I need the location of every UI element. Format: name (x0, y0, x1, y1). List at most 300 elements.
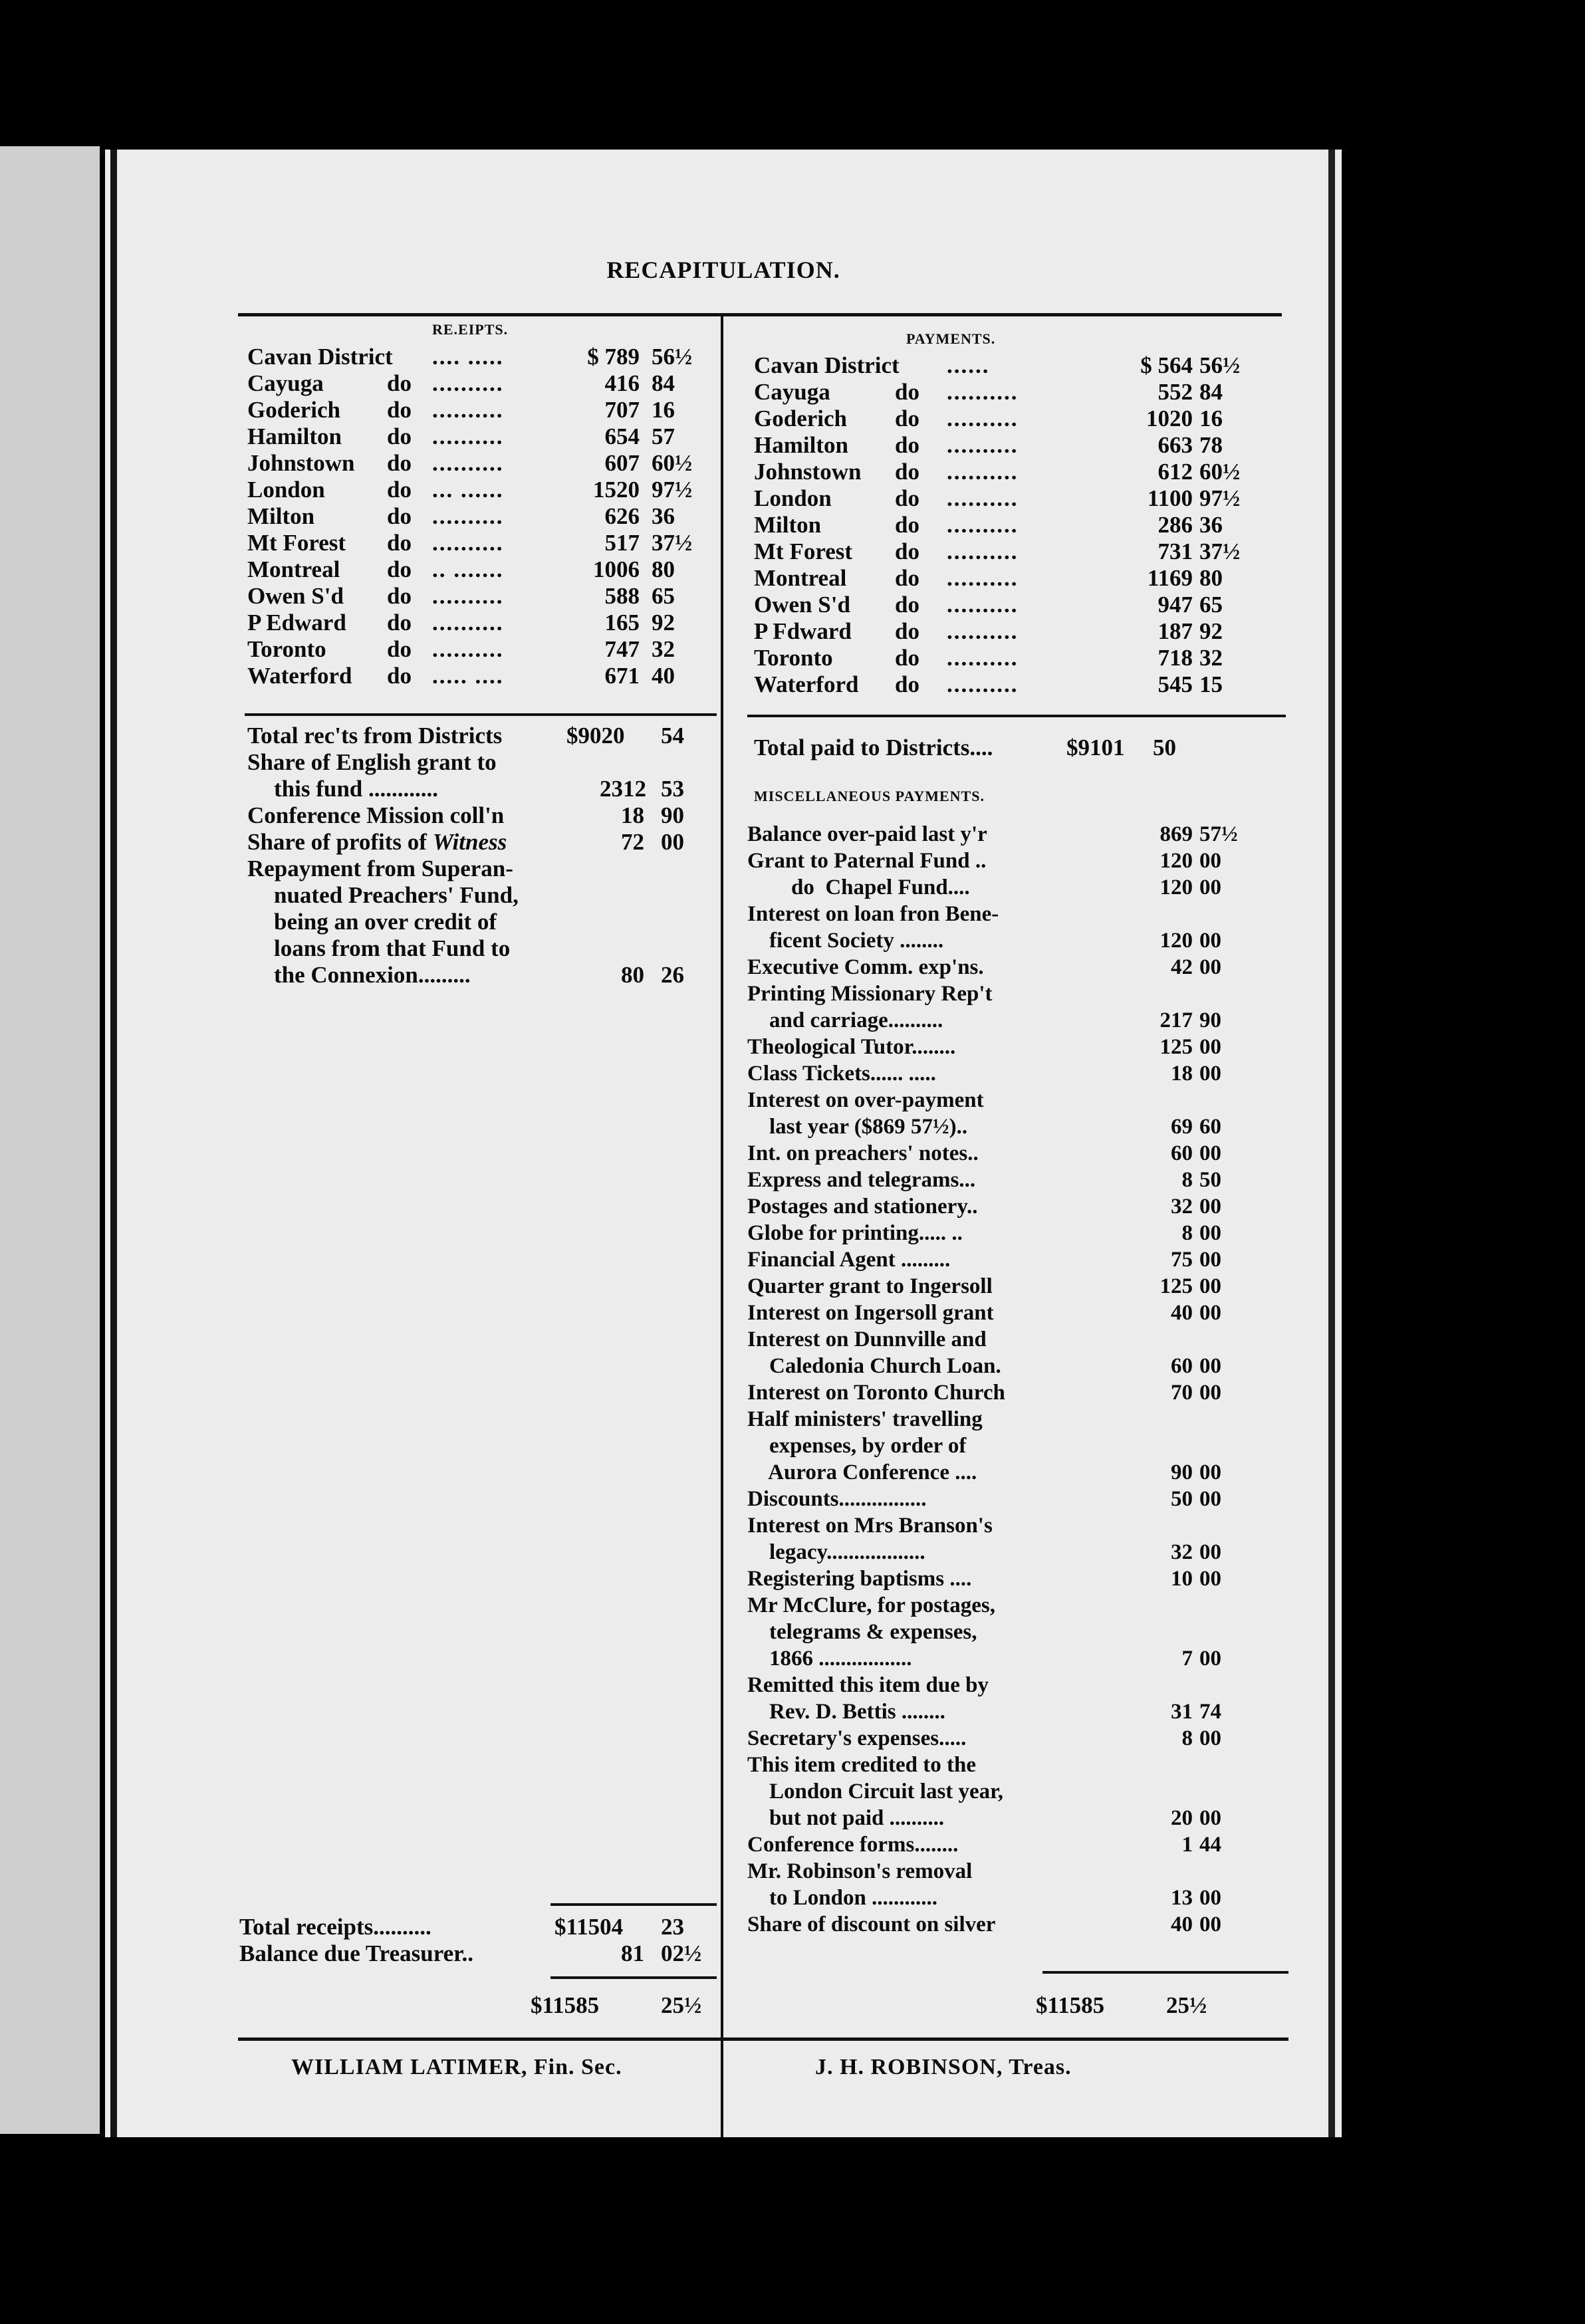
misc-payment-dollars: 60 (1171, 1141, 1193, 1165)
misc-payment-label: legacy.................. (747, 1540, 925, 1564)
payments-heading: PAYMENTS. (906, 330, 996, 347)
misc-payment-item (747, 1087, 1299, 1140)
payments-district-row (754, 592, 1299, 618)
receipts-district-dots: .......... (432, 423, 504, 449)
misc-payment-label: Interest on over-payment (747, 1088, 984, 1112)
misc-payment-label: Globe for printing..... .. (747, 1221, 963, 1245)
signature-fin-sec: WILLIAM LATIMER, Fin. Sec. (291, 2055, 622, 2079)
payments-district-cents: 97½ (1199, 485, 1241, 511)
misc-payment-item (747, 1752, 1299, 1831)
misc-payment-dollars: 120 (1159, 849, 1193, 873)
receipts-district-dollars: 626 (604, 503, 640, 529)
misc-payment-label: do Chapel Fund.... (747, 875, 970, 899)
receipts-district-do: do (387, 397, 412, 423)
misc-payment-label: Interest on Dunnville and (747, 1328, 987, 1351)
misc-payment-cents: 00 (1199, 1487, 1221, 1511)
misc-payment-label: Quarter grant to Ingersoll (747, 1274, 993, 1298)
receipts-district-row (247, 556, 713, 583)
receipts-english-grant-line2: this fund ............ (274, 776, 439, 802)
misc-payment-cents: 00 (1199, 1062, 1221, 1086)
receipts-english-grant-line1: Share of English grant to (247, 749, 497, 775)
payments-district-row (754, 485, 1299, 512)
misc-payment-cents: 00 (1199, 1726, 1221, 1750)
receipts-district-name: London (247, 477, 325, 503)
payments-district-do: do (895, 565, 919, 591)
receipts-district-dots: .... ..... (432, 344, 504, 370)
receipts-district-list (247, 344, 713, 689)
misc-payment-label: Interest on Toronto Church (747, 1381, 1005, 1405)
misc-payment-label: last year ($869 57½).. (747, 1115, 968, 1139)
misc-payment-dollars: 40 (1171, 1301, 1193, 1325)
payments-district-cents: 15 (1199, 671, 1223, 697)
payments-district-dollars: 947 (1158, 592, 1193, 618)
receipts-district-row (247, 503, 713, 530)
receipts-district-dots: .......... (432, 583, 504, 609)
receipts-witness-profits (247, 829, 713, 856)
misc-payment-label: Interest on Ingersoll grant (747, 1301, 994, 1325)
receipts-english-grant (247, 749, 713, 802)
receipts-district-dots: ... ...... (432, 477, 504, 503)
receipts-district-cents: 60½ (652, 450, 693, 476)
receipts-district-name: Goderich (247, 397, 340, 423)
misc-payment-dollars: 217 (1159, 1008, 1193, 1032)
misc-payment-label: ficent Society ........ (747, 929, 944, 953)
receipts-district-dots: .......... (432, 530, 504, 556)
misc-payment-cents: 00 (1199, 849, 1221, 873)
misc-payment-item (747, 1406, 1299, 1486)
misc-payment-item (747, 981, 1299, 1034)
receipts-total-label: Total receipts.......... (239, 1914, 431, 1940)
receipts-repayment-line: being an over credit of (274, 909, 497, 935)
misc-payment-label: London Circuit last year, (747, 1780, 1004, 1803)
payments-district-dots: .......... (947, 618, 1019, 644)
payments-district-dollars: 1169 (1147, 565, 1193, 591)
receipts-district-dots: .......... (432, 636, 504, 662)
misc-payment-dollars: 1 (1181, 1833, 1193, 1857)
receipts-repayment-line: nuated Preachers' Fund, (274, 882, 519, 908)
receipts-district-dollars: 607 (604, 450, 640, 476)
receipts-district-do: do (387, 636, 412, 662)
receipts-district-dollars: 654 (604, 423, 640, 449)
payments-total-districts-dollars: $9101 (1066, 735, 1125, 760)
misc-payment-label: Rev. D. Bettis ........ (747, 1700, 945, 1724)
misc-payment-label: Interest on loan fron Bene- (747, 902, 999, 926)
payments-district-do: do (895, 459, 919, 485)
payments-district-dots: .......... (947, 406, 1019, 431)
receipts-district-cents: 36 (652, 503, 675, 529)
receipts-district-dollars: 517 (604, 530, 640, 556)
misc-payment-item (747, 1512, 1299, 1566)
receipts-district-row (247, 610, 713, 636)
receipts-district-cents: 80 (652, 556, 675, 582)
misc-payment-dollars: 120 (1159, 875, 1193, 899)
misc-payment-dollars: 90 (1171, 1460, 1193, 1484)
misc-payment-cents: 00 (1199, 1540, 1221, 1564)
misc-payment-dollars: 120 (1159, 929, 1193, 953)
receipts-district-do: do (387, 556, 412, 582)
receipts-district-dots: .......... (432, 370, 504, 396)
receipts-district-dots: .......... (432, 450, 504, 476)
receipts-district-name: Hamilton (247, 423, 342, 449)
misc-payment-cents: 00 (1199, 1141, 1221, 1165)
misc-payment-label: Remitted this item due by (747, 1673, 989, 1697)
misc-payment-label: Grant to Paternal Fund .. (747, 849, 987, 873)
payments-district-dots: .......... (947, 432, 1019, 458)
receipts-district-do: do (387, 583, 412, 609)
page-title: RECAPITULATION. (606, 257, 840, 283)
payments-district-name: Milton (754, 512, 822, 538)
payments-district-cents: 80 (1199, 565, 1223, 591)
receipts-district-row (247, 370, 713, 397)
payments-district-name: Mt Forest (754, 538, 853, 564)
receipts-district-name: Cayuga (247, 370, 324, 396)
misc-payment-item (747, 1300, 1299, 1326)
misc-payment-item (747, 1060, 1299, 1087)
receipts-district-cents: 84 (652, 370, 675, 396)
receipts-district-do: do (387, 530, 412, 556)
receipts-grand-dollars: $11585 (531, 1992, 600, 2018)
page-gutter (110, 150, 117, 2137)
title-rule (238, 313, 1282, 316)
receipts-total-cents: 23 (661, 1914, 684, 1940)
misc-payment-dollars: 8 (1181, 1168, 1193, 1192)
receipts-total-districts-label: Total rec'ts from Districts (247, 723, 503, 749)
misc-payment-dollars: 18 (1171, 1062, 1193, 1086)
receipts-repayment-cents: 26 (661, 962, 684, 988)
payments-district-do: do (895, 485, 919, 511)
receipts-district-do: do (387, 477, 412, 503)
payments-district-row (754, 671, 1299, 698)
payments-district-name: Goderich (754, 406, 847, 431)
payments-district-cents: 92 (1199, 618, 1223, 644)
receipts-witness-italic: Witness (432, 829, 507, 855)
adjacent-page-edge (0, 146, 100, 2134)
payments-district-cents: 36 (1199, 512, 1223, 538)
receipts-grand-cents: 25½ (661, 1992, 702, 2018)
ledger-page (105, 150, 1342, 2137)
misc-payments-list (747, 821, 1299, 1938)
receipts-district-dollars: 416 (604, 370, 640, 396)
misc-payment-item (747, 1167, 1299, 1193)
receipts-district-dollars: 165 (604, 610, 640, 636)
misc-payment-dollars: 32 (1171, 1540, 1193, 1564)
payments-district-cents: 16 (1199, 406, 1223, 431)
misc-payment-dollars: 125 (1159, 1035, 1193, 1059)
misc-payment-cents: 00 (1199, 1195, 1221, 1219)
misc-payment-cents: 60 (1199, 1115, 1221, 1139)
misc-payment-label: Class Tickets...... ..... (747, 1062, 936, 1086)
misc-payment-dollars: 50 (1171, 1487, 1193, 1511)
receipts-district-do: do (387, 370, 412, 396)
receipts-district-row (247, 583, 713, 610)
payments-district-name: Cayuga (754, 379, 830, 405)
misc-payment-label: Financial Agent ......... (747, 1248, 951, 1272)
receipts-district-row (247, 397, 713, 423)
misc-payment-label: Postages and stationery.. (747, 1195, 978, 1219)
receipts-conference-mission-cents: 90 (661, 802, 684, 828)
payments-district-dollars: 187 (1158, 618, 1193, 644)
receipts-english-grant-cents: 53 (661, 776, 684, 802)
payments-district-cents: 78 (1199, 432, 1223, 458)
receipts-district-name: Waterford (247, 663, 352, 689)
receipts-witness-dollars: 72 (621, 829, 644, 855)
payments-district-row (754, 432, 1299, 459)
payments-district-name: Toronto (754, 645, 833, 671)
payments-district-row (754, 538, 1299, 565)
receipts-district-name: Mt Forest (247, 530, 346, 556)
misc-payment-label: Executive Comm. exp'ns. (747, 955, 984, 979)
misc-payment-cents: 00 (1199, 1354, 1221, 1378)
payments-district-dollars: 545 (1158, 671, 1193, 697)
payments-district-do: do (895, 432, 919, 458)
payments-district-row (754, 459, 1299, 485)
payments-district-dots: .......... (947, 565, 1019, 591)
misc-payment-cents: 00 (1199, 1460, 1221, 1484)
misc-payment-item (747, 1326, 1299, 1379)
misc-payment-item (747, 848, 1299, 874)
misc-payment-dollars: 7 (1181, 1647, 1193, 1671)
misc-payment-item (747, 1246, 1299, 1273)
receipts-district-name: P Edward (247, 610, 346, 636)
payments-district-dots: .......... (947, 592, 1019, 618)
payments-district-dollars: 1100 (1147, 485, 1193, 511)
misc-payment-label: Interest on Mrs Branson's (747, 1514, 993, 1538)
misc-payment-cents: 50 (1199, 1168, 1221, 1192)
payments-district-dots: .......... (947, 671, 1019, 697)
receipts-total-districts-dollars: $9020 (566, 723, 625, 749)
misc-payment-label: Registering baptisms .... (747, 1567, 972, 1591)
misc-payment-item (747, 1725, 1299, 1752)
receipts-balance-dollars: 81 (621, 1940, 644, 1966)
signature-treasurer: J. H. ROBINSON, Treas. (815, 2055, 1072, 2079)
misc-payment-cents: 00 (1199, 1647, 1221, 1671)
receipts-district-dollars: 588 (604, 583, 640, 609)
payments-district-do: do (895, 406, 919, 431)
misc-payment-cents: 00 (1199, 1913, 1221, 1936)
payments-district-row (754, 406, 1299, 432)
payments-district-do: do (895, 592, 919, 618)
payments-district-dots: .......... (947, 538, 1019, 564)
misc-payment-cents: 00 (1199, 1381, 1221, 1405)
misc-payment-item (747, 1193, 1299, 1220)
receipts-total (239, 1914, 718, 1940)
payments-total-districts-label: Total paid to Districts.... (754, 735, 993, 760)
payments-district-do: do (895, 538, 919, 564)
misc-payment-cents: 00 (1199, 1806, 1221, 1830)
receipts-balance-label: Balance due Treasurer.. (239, 1940, 473, 1966)
payments-grand-rule (1042, 1971, 1288, 1974)
payments-district-rule (747, 715, 1286, 717)
receipts-district-name: Cavan District (247, 344, 393, 370)
receipts-repayment-line: Repayment from Superan- (247, 856, 513, 881)
misc-payment-label: Int. on preachers' notes.. (747, 1141, 979, 1165)
receipts-repayment-line: loans from that Fund to (274, 935, 511, 961)
receipts-district-cents: 16 (652, 397, 675, 423)
receipts-heading: RE.EIPTS. (432, 321, 509, 338)
misc-payment-dollars: 70 (1171, 1381, 1193, 1405)
misc-payment-dollars: 20 (1171, 1806, 1193, 1830)
receipts-district-dollars: $ 789 (587, 344, 640, 370)
receipts-district-dollars: 1006 (593, 556, 640, 582)
bottom-rule (238, 2037, 1288, 2041)
misc-payment-item (747, 1220, 1299, 1246)
payments-district-name: Waterford (754, 671, 859, 697)
payments-district-cents: 60½ (1199, 459, 1241, 485)
misc-payment-label: Express and telegrams... (747, 1168, 976, 1192)
receipts-district-row (247, 663, 713, 689)
payments-district-do: do (895, 671, 919, 697)
payments-district-dollars: 718 (1158, 645, 1193, 671)
receipts-district-cents: 97½ (652, 477, 693, 503)
payments-grand-dollars: $11585 (1036, 1992, 1105, 2018)
misc-payment-item (747, 821, 1299, 848)
misc-payment-label: Aurora Conference .... (747, 1460, 977, 1484)
misc-payment-cents: 57½ (1199, 822, 1238, 846)
misc-payment-label: Caledonia Church Loan. (747, 1354, 1001, 1378)
receipts-district-cents: 37½ (652, 530, 693, 556)
receipts-district-cents: 92 (652, 610, 675, 636)
misc-payment-item (747, 1672, 1299, 1725)
payments-district-dollars: 731 (1158, 538, 1193, 564)
payments-district-cents: 65 (1199, 592, 1223, 618)
misc-payment-label: telegrams & expenses, (747, 1620, 977, 1644)
misc-payment-label: Secretary's expenses..... (747, 1726, 967, 1750)
misc-payment-cents: 00 (1199, 1248, 1221, 1272)
misc-payment-item (747, 1273, 1299, 1300)
misc-payments-heading: MISCELLANEOUS PAYMENTS. (754, 788, 985, 804)
receipts-english-grant-dollars: 2312 (600, 776, 646, 802)
receipts-repayment-dollars: 80 (621, 962, 644, 988)
misc-payment-item (747, 1486, 1299, 1512)
receipts-district-row (247, 636, 713, 663)
payments-district-dollars: 552 (1158, 379, 1193, 405)
payments-district-row (754, 379, 1299, 406)
receipts-district-row (247, 530, 713, 556)
misc-payment-dollars: 32 (1171, 1195, 1193, 1219)
misc-payment-cents: 00 (1199, 1301, 1221, 1325)
payments-district-dollars: 612 (1158, 459, 1193, 485)
misc-payment-item (747, 1858, 1299, 1911)
payments-district-dots: .......... (947, 379, 1019, 405)
payments-district-dots: .......... (947, 512, 1019, 538)
misc-payment-item (747, 1831, 1299, 1858)
receipts-balance-due (239, 1940, 718, 1967)
receipts-repayment (247, 856, 713, 988)
misc-payment-label: Discounts................ (747, 1487, 927, 1511)
receipts-witness-cents: 00 (661, 829, 684, 855)
misc-payment-label: This item credited to the (747, 1753, 977, 1777)
misc-payment-dollars: 69 (1171, 1115, 1193, 1139)
payments-total-districts-cents: 50 (1153, 735, 1176, 760)
misc-payment-dollars: 40 (1171, 1913, 1193, 1936)
payments-district-cents: 37½ (1199, 538, 1241, 564)
misc-payment-item (747, 874, 1299, 901)
misc-payment-cents: 00 (1199, 875, 1221, 899)
payments-district-dots: .......... (947, 645, 1019, 671)
misc-payment-item (747, 1140, 1299, 1167)
receipts-district-name: Montreal (247, 556, 340, 582)
receipts-district-dots: ..... .... (432, 663, 504, 689)
receipts-district-cents: 56½ (652, 344, 693, 370)
page-right-edge (1328, 150, 1335, 2137)
receipts-district-row (247, 423, 713, 450)
misc-payment-label: and carriage.......... (747, 1008, 943, 1032)
misc-payment-dollars: 8 (1181, 1221, 1193, 1245)
misc-payment-label: 1866 ................. (747, 1647, 912, 1671)
receipts-conference-mission-dollars: 18 (621, 802, 644, 828)
misc-payment-cents: 00 (1199, 1274, 1221, 1298)
payments-district-do: do (895, 379, 919, 405)
misc-payment-dollars: 13 (1171, 1886, 1193, 1910)
misc-payment-item (747, 1566, 1299, 1592)
receipts-district-dots: .. ....... (432, 556, 504, 582)
receipts-total-districts-cents: 54 (661, 723, 684, 749)
payments-district-list (754, 352, 1299, 698)
payments-grand-cents: 25½ (1166, 1992, 1207, 2018)
misc-payment-cents: 00 (1199, 1035, 1221, 1059)
payments-district-do: do (895, 512, 919, 538)
payments-district-row (754, 352, 1299, 379)
receipts-repayment-line: the Connexion......... (274, 962, 471, 988)
receipts-district-cents: 57 (652, 423, 675, 449)
payments-district-name: Cavan District (754, 352, 900, 378)
misc-payment-item (747, 1379, 1299, 1406)
receipts-district-row (247, 450, 713, 477)
misc-payment-dollars: 31 (1171, 1700, 1193, 1724)
receipts-district-cents: 32 (652, 636, 675, 662)
payments-district-cents: 84 (1199, 379, 1223, 405)
receipts-grand-rule (550, 1976, 717, 1979)
misc-payment-dollars: 10 (1171, 1567, 1193, 1591)
misc-payment-cents: 44 (1199, 1833, 1221, 1857)
misc-payment-cents: 00 (1199, 929, 1221, 953)
misc-payment-cents: 00 (1199, 1886, 1221, 1910)
misc-payment-cents: 00 (1199, 955, 1221, 979)
receipts-district-do: do (387, 423, 412, 449)
payments-district-dots: .......... (947, 459, 1019, 485)
receipts-district-name: Owen S'd (247, 583, 344, 609)
receipts-sum-rule (550, 1903, 717, 1906)
misc-payment-dollars: 869 (1159, 822, 1193, 846)
misc-payment-cents: 00 (1199, 1567, 1221, 1591)
misc-payment-dollars: 8 (1181, 1726, 1193, 1750)
misc-payment-label: Balance over-paid last y'r (747, 822, 987, 846)
receipts-district-row (247, 477, 713, 503)
receipts-balance-cents: 02½ (661, 1940, 702, 1966)
payments-district-name: London (754, 485, 832, 511)
receipts-total-districts (247, 723, 713, 749)
payments-district-name: Hamilton (754, 432, 848, 458)
receipts-district-cents: 40 (652, 663, 675, 689)
payments-total-districts (754, 735, 1299, 761)
misc-payment-cents: 74 (1199, 1700, 1221, 1724)
receipts-district-dollars: 671 (604, 663, 640, 689)
receipts-district-do: do (387, 610, 412, 636)
payments-district-row (754, 618, 1299, 645)
misc-payment-label: Share of discount on silver (747, 1913, 996, 1936)
receipts-district-dots: .......... (432, 503, 504, 529)
receipts-conference-mission-label: Conference Mission coll'n (247, 802, 505, 828)
misc-payment-cents: 00 (1199, 1221, 1221, 1245)
receipts-district-dots: .......... (432, 397, 504, 423)
payments-district-dollars: 1020 (1146, 406, 1193, 431)
misc-payment-item (747, 954, 1299, 981)
misc-payment-label: Mr. Robinson's removal (747, 1859, 973, 1883)
misc-payment-item (747, 1034, 1299, 1060)
misc-payment-label: Theological Tutor........ (747, 1035, 956, 1059)
receipts-district-rule (245, 713, 717, 716)
payments-district-row (754, 512, 1299, 538)
